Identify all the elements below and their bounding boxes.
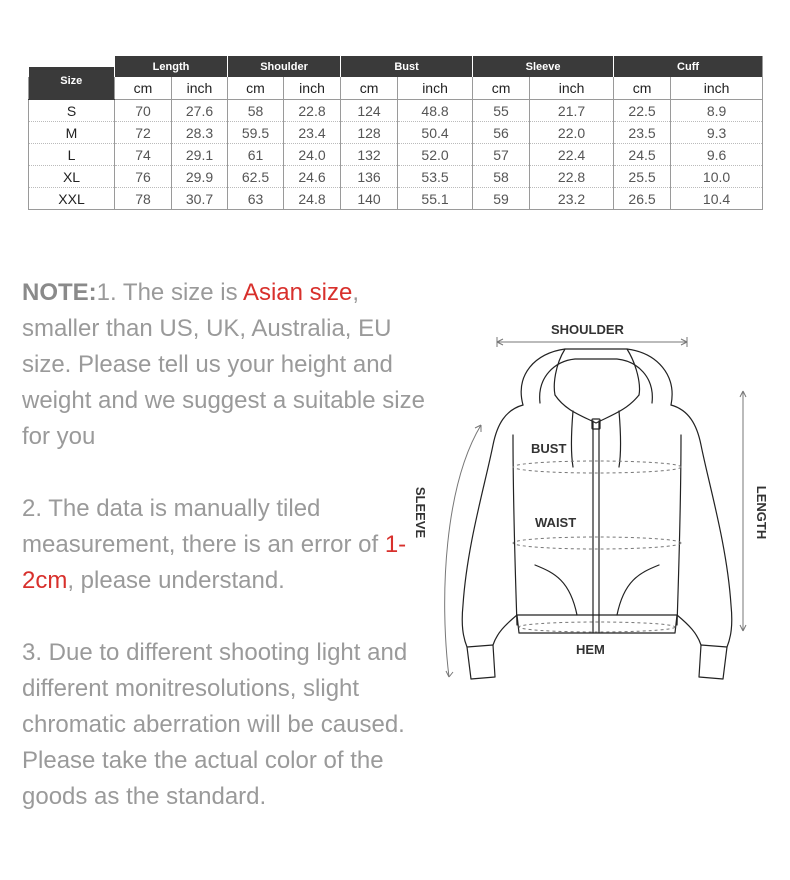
bust-header: Bust <box>341 56 473 77</box>
measurement-cell: 22.8 <box>284 100 341 122</box>
sleeve-header: Sleeve <box>473 56 614 77</box>
measurement-cell: 74 <box>115 144 172 166</box>
measurement-cell: 72 <box>115 122 172 144</box>
measurement-cell: 132 <box>341 144 398 166</box>
measurement-cell: 22.4 <box>530 144 614 166</box>
note-1-text-pre: 1. The size is <box>96 279 243 306</box>
note-3: 3. Due to different shooting light and different monitresolutions, slight chromatic aberration will be caused. Please take the actual color of the goods as the standard. <box>22 639 408 810</box>
measurement-cell: 28.3 <box>172 122 228 144</box>
note-1 <box>22 275 442 455</box>
size-row <box>29 166 763 188</box>
unit-cell: cm <box>614 77 671 100</box>
unit-cell: cm <box>115 77 172 100</box>
measurement-cell: 55 <box>473 100 530 122</box>
hoodie-measurement-diagram <box>405 315 790 695</box>
unit-row <box>29 77 763 100</box>
measurement-cell: 59.5 <box>228 122 284 144</box>
measurement-cell: 124 <box>341 100 398 122</box>
note-1-text-post: , smaller than US, UK, Australia, EU size. Please tell us your height and weight and we suggest a suitable size for you <box>22 279 425 450</box>
measurement-cell: 53.5 <box>398 166 473 188</box>
unit-cell: inch <box>398 77 473 100</box>
measurement-cell: 23.5 <box>614 122 671 144</box>
measurement-cell: 128 <box>341 122 398 144</box>
unit-cell: inch <box>172 77 228 100</box>
size-chart-body <box>29 77 763 210</box>
hem-label: HEM <box>576 642 605 657</box>
measurement-cell: 10.0 <box>671 166 763 188</box>
measurement-cell: 55.1 <box>398 188 473 210</box>
unit-cell: inch <box>284 77 341 100</box>
note-2 <box>22 491 442 599</box>
unit-cell: cm <box>473 77 530 100</box>
unit-cell: cm <box>228 77 284 100</box>
cuff-header: Cuff <box>614 56 763 77</box>
sleeve-label: SLEEVE <box>413 486 429 539</box>
size-row <box>29 122 763 144</box>
size-label-cell: M <box>29 122 115 144</box>
measurement-cell: 26.5 <box>614 188 671 210</box>
length-header: Length <box>115 56 228 77</box>
measurement-cell: 22.5 <box>614 100 671 122</box>
measurement-cell: 52.0 <box>398 144 473 166</box>
measurement-cell: 29.9 <box>172 166 228 188</box>
note-2-highlight: 1-2cm <box>22 531 407 594</box>
size-row <box>29 144 763 166</box>
measurement-cell: 136 <box>341 166 398 188</box>
size-label-cell: XXL <box>29 188 115 210</box>
note-2-text-pre: 2. The data is manually tiled measurement, there is an error of <box>22 495 385 558</box>
size-label-cell: XL <box>29 166 115 188</box>
note-label: NOTE: <box>22 279 97 306</box>
measurement-cell: 56 <box>473 122 530 144</box>
measurement-cell: 61 <box>228 144 284 166</box>
size-row <box>29 100 763 122</box>
shoulder-header: Shoulder <box>228 56 341 77</box>
size-header: Size <box>29 67 115 88</box>
measurement-cell: 22.0 <box>530 122 614 144</box>
size-chart-table <box>28 56 763 210</box>
measurement-cell: 8.9 <box>671 100 763 122</box>
unit-cell: cm <box>341 77 398 100</box>
measurement-cell: 24.0 <box>284 144 341 166</box>
size-label-cell: S <box>29 100 115 122</box>
measurement-cell: 140 <box>341 188 398 210</box>
measurement-cell: 58 <box>473 166 530 188</box>
unit-cell: inch <box>671 77 763 100</box>
measurement-cell: 70 <box>115 100 172 122</box>
waist-label: WAIST <box>535 515 577 530</box>
measurement-cell: 24.6 <box>284 166 341 188</box>
measurement-cell: 50.4 <box>398 122 473 144</box>
measurement-cell: 25.5 <box>614 166 671 188</box>
measurement-cell: 10.4 <box>671 188 763 210</box>
measurement-cell: 9.6 <box>671 144 763 166</box>
measurement-cell: 62.5 <box>228 166 284 188</box>
measurement-cell: 59 <box>473 188 530 210</box>
measurement-cell: 63 <box>228 188 284 210</box>
measurement-cell: 29.1 <box>172 144 228 166</box>
measurement-cell: 9.3 <box>671 122 763 144</box>
size-row <box>29 188 763 210</box>
size-label-cell: L <box>29 144 115 166</box>
hoodie-illustration <box>405 315 790 695</box>
shoulder-label: SHOULDER <box>551 322 624 337</box>
measurement-cell: 78 <box>115 188 172 210</box>
measurement-cell: 58 <box>228 100 284 122</box>
measurement-cell: 22.8 <box>530 166 614 188</box>
measurement-cell: 23.4 <box>284 122 341 144</box>
measurement-cell: 21.7 <box>530 100 614 122</box>
measurement-header-row <box>29 56 763 77</box>
measurement-cell: 76 <box>115 166 172 188</box>
unit-cell: inch <box>530 77 614 100</box>
measurement-cell: 57 <box>473 144 530 166</box>
note-2-text-post: , please understand. <box>67 567 285 594</box>
measurement-cell: 48.8 <box>398 100 473 122</box>
measurement-cell: 30.7 <box>172 188 228 210</box>
notes-block <box>22 275 442 851</box>
measurement-cell: 27.6 <box>172 100 228 122</box>
bust-label: BUST <box>531 441 567 456</box>
note-1-highlight: Asian size <box>242 279 353 306</box>
measurement-cell: 24.5 <box>614 144 671 166</box>
measurement-cell: 23.2 <box>530 188 614 210</box>
measurement-cell: 24.8 <box>284 188 341 210</box>
length-label: LENGTH <box>754 485 770 540</box>
